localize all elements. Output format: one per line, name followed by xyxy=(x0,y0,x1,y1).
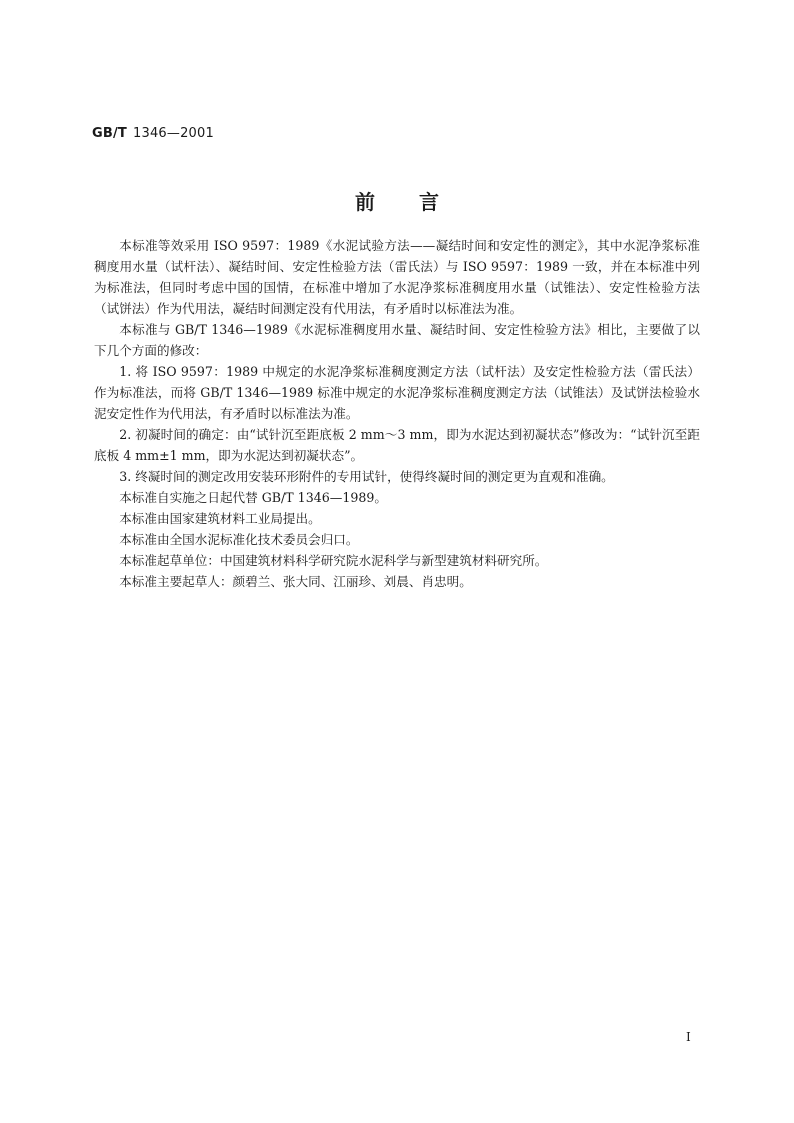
standard-number: 1346—2001 xyxy=(133,126,214,141)
paragraph-drafting-unit: 本标准起草单位：中国建筑材料科学研究院水泥科学与新型建筑材料研究所。 xyxy=(119,553,548,568)
paragraph-drafters: 本标准主要起草人：颜碧兰、张大同、江丽珍、刘晨、肖忠明。 xyxy=(119,574,472,589)
page-number: I xyxy=(686,1030,691,1044)
standard-code xyxy=(92,126,214,141)
paragraph-comparison: 本标准与 GB/T 1346—1989《水泥标准稠度用水量、凝结时间、安定性检验方法》相比，主要做了以下几个方面的修改： xyxy=(94,322,700,358)
standard-prefix: GB/T xyxy=(92,126,127,141)
paragraph-equivalence: 本标准等效采用 ISO 9597：1989《水泥试验方法——凝结时间和安定性的测定》，其中水泥净浆标准稠度用水量（试杆法）、凝结时间、安定性检验方法（雷氏法）与 ISO 9597：1989 一致，并在本标准中列为标准法，但同时考虑中国的国情，在标准中增加了水泥净浆标准稠度用水量（试锥法）、安定性检验方法（试饼法）作为代用法，凝结时间测定没有代用法，有矛盾时以标准法为准。 xyxy=(94,238,700,316)
paragraph-change-2: 2. 初凝时间的确定：由“试针沉至距底板 2 mm～3 mm，即为水泥达到初凝状态”修改为：“试针沉至距底板 4 mm±1 mm，即为水泥达到初凝状态”。 xyxy=(94,427,700,463)
foreword-body xyxy=(94,235,700,592)
paragraph-replaces: 本标准自实施之日起代替 GB/T 1346—1989。 xyxy=(119,490,387,505)
paragraph-change-1: 1. 将 ISO 9597：1989 中规定的水泥净浆标准稠度测定方法（试杆法）及安定性检验方法（雷氏法）作为标准法，而将 GB/T 1346—1989 标准中规定的水泥净浆标准稠度测定方法（试锥法）及试饼法检验水泥安定性作为代用法，有矛盾时以标准法为准。 xyxy=(94,364,700,421)
paragraph-proposed-by: 本标准由国家建筑材料工业局提出。 xyxy=(119,511,321,526)
paragraph-administered-by: 本标准由全国水泥标准化技术委员会归口。 xyxy=(119,532,359,547)
page-title: 前言 xyxy=(355,190,483,214)
paragraph-change-3: 3. 终凝时间的测定改用安装环形附件的专用试针，使得终凝时间的测定更为直观和准确。 xyxy=(119,469,614,484)
